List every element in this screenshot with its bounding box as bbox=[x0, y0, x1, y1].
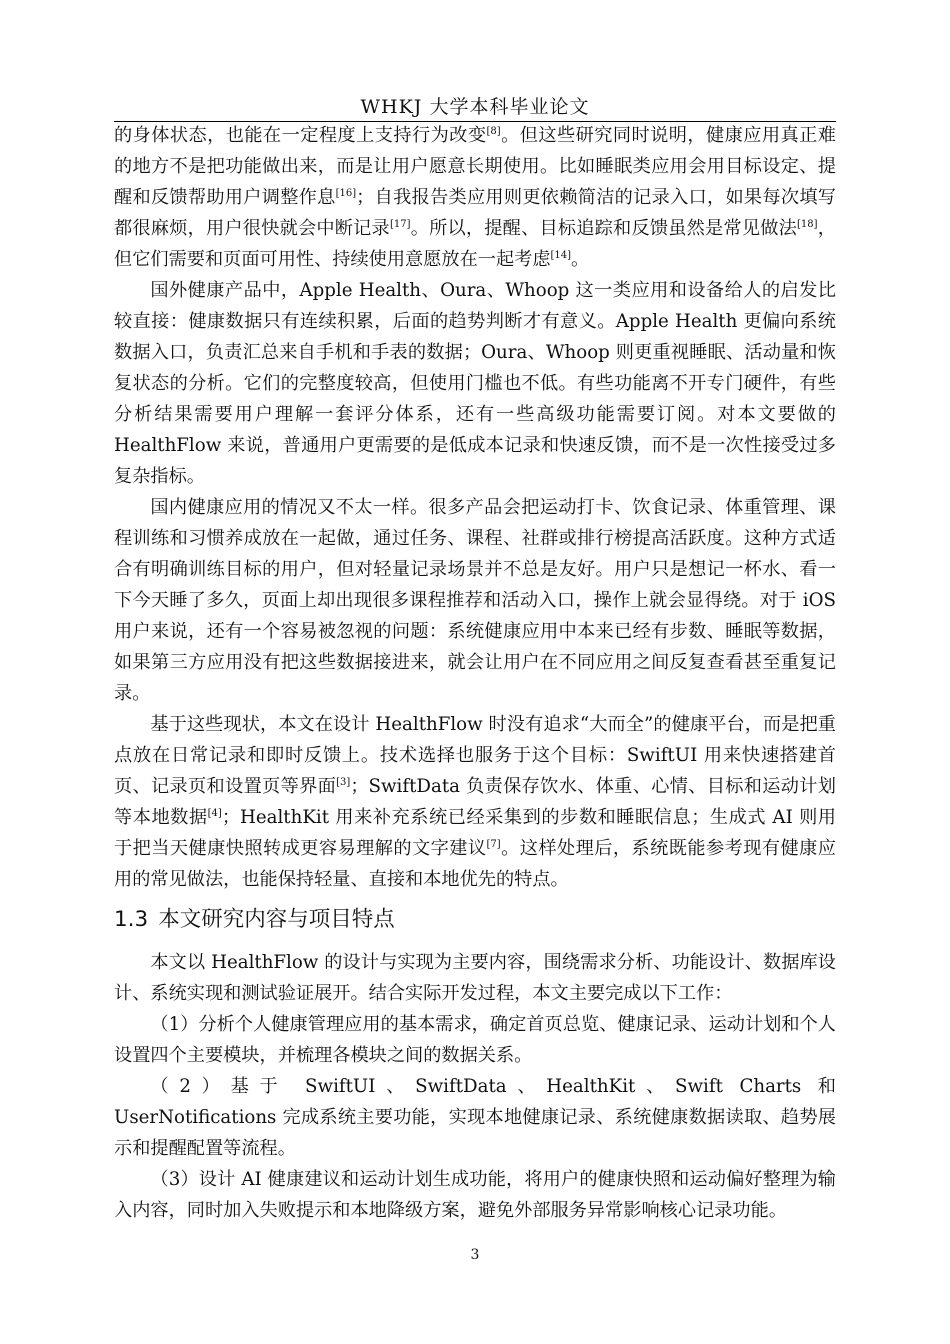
paragraph-text: 。但这些研究同时说明，健康应用真正难的地方不是把功能做出来，而是让用户愿意长期使用。比如睡眠类应用会用目标设定、提醒和反馈帮助用户调整作息 bbox=[114, 125, 836, 208]
section-title: 本文研究内容与项目特点 bbox=[158, 907, 395, 932]
paragraphs-after-section bbox=[114, 947, 836, 1226]
paragraph-text: ；SwiftData 负责保存饮水、体重、心情、目标和运动计划等本地数据 bbox=[114, 776, 836, 828]
paragraph-text: ；HealthKit 用来补充系统已经采集到的步数和睡眠信息；生成式 AI 则用于把当天健康快照转成更容易理解的文字建议 bbox=[114, 807, 836, 859]
citation-ref: [3] bbox=[336, 777, 351, 788]
paragraph-text: 国外健康产品中，Apple Health、Oura、Whoop 这一类应用和设备给人的启发比较直接：健康数据只有连续积累，后面的趋势判断才有意义。Apple Health 更偏向系统数据入口，负责汇总来自手机和手表的数据；Oura、Whoop 则更重视睡眠、活动量和恢复状态的分析。它们的完整度较高，但使用门槛也不低。有些功能离不开专门硬件，有些分析结果需要用户理解一套评分体系，还有一些高级功能需要订阅。对本文要做的 HealthFlow 来说，普通用户更需要的是低成本记录和快速反馈，而不是一次性接受过多复杂指标。 bbox=[114, 280, 836, 487]
running-header: WHKJ 大学本科毕业论文 bbox=[360, 96, 590, 118]
paragraph bbox=[114, 120, 836, 275]
paragraph-text: 本文以 HealthFlow 的设计与实现为主要内容，围绕需求分析、功能设计、数据库设计、系统实现和测试验证展开。结合实际开发过程，本文主要完成以下工作： bbox=[114, 952, 836, 1004]
paragraph-text: （1）分析个人健康管理应用的基本需求，确定首页总览、健康记录、运动计划和个人设置四个主要模块，并梳理各模块之间的数据关系。 bbox=[114, 1014, 836, 1066]
paragraph-text: （2）基于 SwiftUI、SwiftData、HealthKit、Swift Charts 和 UserNotifications 完成系统主要功能，实现本地健康记录、系统健康数据读取、趋势展示和提醒配置等流程。 bbox=[114, 1076, 836, 1159]
paragraph-text: 的身体状态，也能在一定程度上支持行为改变 bbox=[114, 125, 487, 146]
document-body bbox=[114, 120, 836, 1226]
paragraph bbox=[114, 492, 836, 709]
paragraph-text: 基于这些现状，本文在设计 HealthFlow 时没有追求“大而全”的健康平台，而是把重点放在日常记录和即时反馈上。技术选择也服务于这个目标：SwiftUI 用来快速搭建首页、记录页和设置页等界面 bbox=[114, 714, 836, 797]
citation-ref: [17] bbox=[389, 219, 411, 230]
paragraph bbox=[114, 275, 836, 492]
paragraphs-before-section bbox=[114, 120, 836, 895]
paragraph-text: 。这样处理后，系统既能参考现有健康应用的常见做法，也能保持轻量、直接和本地优先的特点。 bbox=[114, 838, 836, 890]
citation-ref: [7] bbox=[486, 839, 501, 850]
paragraph-text: ，但它们需要和页面可用性、持续使用意愿放在一起考虑 bbox=[114, 218, 836, 270]
citation-ref: [8] bbox=[486, 126, 501, 137]
paragraph-text: 。所以，提醒、目标追踪和反馈虽然是常见做法 bbox=[410, 218, 798, 239]
section-heading bbox=[114, 903, 836, 937]
section-number: 1.3 bbox=[114, 907, 149, 932]
paragraph bbox=[114, 1009, 836, 1071]
citation-ref: [14] bbox=[550, 250, 572, 261]
paragraph-text: 国内健康应用的情况又不太一样。很多产品会把运动打卡、饮食记录、体重管理、课程训练和习惯养成放在一起做，通过任务、课程、社群或排行榜提高活跃度。这种方式适合有明确训练目标的用户，但对轻量记录场景并不总是友好。用户只是想记一杯水、看一下今天睡了多久，页面上却出现很多课程推荐和活动入口，操作上就会显得绕。对于 iOS 用户来说，还有一个容易被忽视的问题：系统健康应用中本来已经有步数、睡眠等数据，如果第三方应用没有把这些数据接进来，就会让用户在不同应用之间反复查看甚至重复记录。 bbox=[114, 497, 836, 704]
citation-ref: [18] bbox=[797, 219, 818, 230]
paragraph bbox=[114, 1164, 836, 1226]
citation-ref: [4] bbox=[207, 808, 222, 819]
paragraph bbox=[114, 1071, 836, 1164]
paragraph-text: 。 bbox=[571, 249, 590, 270]
paragraph-text: ；自我报告类应用则更依赖简洁的记录入口，如果每次填写都很麻烦，用户很快就会中断记录 bbox=[114, 187, 836, 239]
paragraph bbox=[114, 947, 836, 1009]
page-number: 3 bbox=[470, 1247, 480, 1263]
paragraph bbox=[114, 709, 836, 895]
paragraph-text: （3）设计 AI 健康建议和运动计划生成功能，将用户的健康快照和运动偏好整理为输入内容，同时加入失败提示和本地降级方案，避免外部服务异常影响核心记录功能。 bbox=[114, 1169, 836, 1221]
citation-ref: [16] bbox=[335, 188, 357, 199]
